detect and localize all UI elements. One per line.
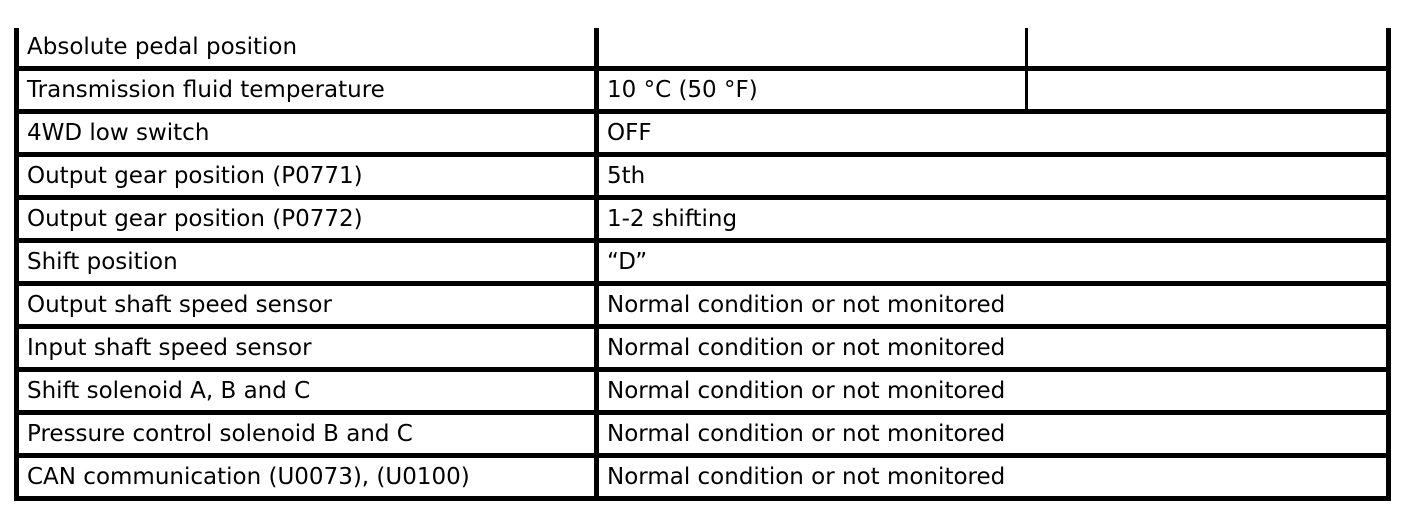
parameter-label: Shift solenoid A, B and C [17,370,597,413]
parameter-value: 5th [597,155,1389,198]
table-row [17,28,1389,69]
parameter-label: Shift position [17,241,597,284]
parameter-value: 1-2 shifting [597,198,1389,241]
parameter-value: OFF [597,112,1389,155]
parameter-value: Normal condition or not monitored [597,327,1389,370]
parameter-label: Input shaft speed sensor [17,327,597,370]
table-row [17,370,1389,413]
parameter-value: Normal condition or not monitored [597,284,1389,327]
parameter-table [14,28,1391,501]
table-row [17,112,1389,155]
parameter-label: Output gear position (P0772) [17,198,597,241]
parameter-label: Output gear position (P0771) [17,155,597,198]
parameter-value: Normal condition or not monitored [597,370,1389,413]
table-row [17,456,1389,499]
table-row [17,284,1389,327]
table-row [17,198,1389,241]
parameter-value: “D” [597,241,1389,284]
parameter-value-extra [1027,28,1389,69]
parameter-value: Normal condition or not monitored [597,456,1389,499]
parameter-value: Normal condition or not monitored [597,413,1389,456]
parameter-label: Output shaft speed sensor [17,284,597,327]
parameter-label: Absolute pedal position [17,28,597,69]
parameter-label: CAN communication (U0073), (U0100) [17,456,597,499]
parameter-value-extra [1027,69,1389,112]
table-row [17,241,1389,284]
parameter-table-container [14,28,1386,501]
parameter-label: Transmission fluid temperature [17,69,597,112]
table-row [17,327,1389,370]
parameter-label: 4WD low switch [17,112,597,155]
table-row [17,69,1389,112]
parameter-value [597,28,1027,69]
parameter-value: 10 °C (50 °F) [597,69,1027,112]
table-row [17,413,1389,456]
table-row [17,155,1389,198]
parameter-label: Pressure control solenoid B and C [17,413,597,456]
